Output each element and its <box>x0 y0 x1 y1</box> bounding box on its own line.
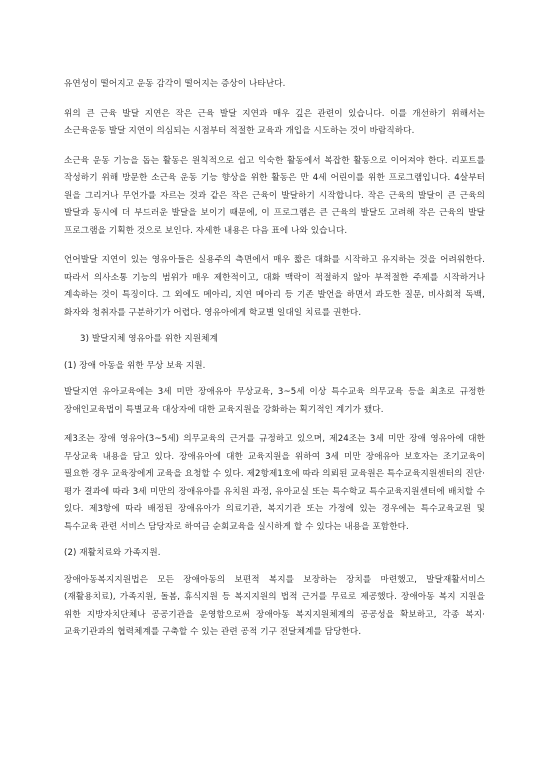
paragraph-5: 발달지연 유아교육에는 3세 미만 장애유아 무상교육, 3~5세 이상 특수교육 의무교육 등을 최초로 규정한 장애인교육법이 특별교육 대상자에 대한 교육지원을 강화하는 획기적인 계기가 됐다. <box>64 387 485 415</box>
subheading-2: (2) 재활치료와 가족지원. <box>64 548 161 558</box>
paragraph-1: 유연성이 떨어지고 운동 감각이 떨어지는 증상이 나타난다. <box>64 79 286 89</box>
subheading-1: (1) 장애 아동을 위한 무상 보육 지원. <box>64 360 206 371</box>
paragraph-7: 장애아동복지지원법은 모든 장애아동의 보편적 복지를 보장하는 장치를 마련했고, 발달재활서비스(재활용치료), 가족지원, 돌봄, 휴식지원 등 복지지원의 법적 근거를 무료로 제공했다. 장애아동 복지 지원을 위한 지방자치단체나 공공기관을 운영함으로써 장애아동 복지지원체계의 공공성을 확보하고, 각종 복지·교육기관과의 협력체계를 구축할 수 있는 관련 공적 기구 전달체계를 담당한다. <box>64 574 485 637</box>
paragraph-3: 소근육 운동 기능을 돕는 활동은 원칙적으로 쉽고 익숙한 활동에서 복잡한 활동으로 이어져야 한다. 리포트를 작성하기 위해 방문한 소근육 운동 기능 향상을 위한 활동은 만 4세 어린이를 위한 프로그램입니다. 4살부터 원을 그리거나 무언가를 자르는 것과 같은 작은 근육이 발달하기 시작합니다. 작은 근육의 발달이 큰 근육의 발달과 동시에 더 부드러운 발달을 보이기 때문에, 이 프로그램은 큰 근육의 발달도 고려해 작은 근육의 발달 프로그램을 기획한 것으로 보인다. 자세한 내용은 다음 표에 나와 있습니다. <box>64 155 485 236</box>
section-heading-3: 3) 발달지체 영유아를 위한 지원체계 <box>80 334 218 344</box>
paragraph-4: 언어발달 지연이 있는 영유아들은 실용주의 측면에서 매우 짧은 대화를 시작하고 유지하는 것을 어려워한다. 따라서 의사소통 기능의 범위가 매우 제한적이고, 대화 맥락이 적절하지 않아 부적절한 주제를 시작하거나 계속하는 것이 특징이다. 그 외에도 메아리, 지연 메아리 등 기존 발언을 하면서 과도한 질문, 비사회적 독백, 화자와 청취자를 구분하기가 어렵다. 영유아에게 학교별 일대일 치료를 권한다. <box>64 255 485 318</box>
document-page <box>64 76 485 642</box>
paragraph-2: 위의 큰 근육 발달 지연은 작은 근육 발달 지연과 매우 깊은 관련이 있습니다. 이를 개선하기 위해서는 소근육운동 발달 지연이 의심되는 시점부터 적절한 교육과 개입을 시도하는 것이 바람직하다. <box>64 108 485 136</box>
paragraph-6: 제3조는 장애 영유아(3~5세) 의무교육의 근거를 규정하고 있으며, 제24조는 3세 미만 장애 영유아에 대한 무상교육 내용을 담고 있다. 장애유아에 대한 교육지원을 위하여 3세 미만 장애유아 보호자는 조기교육이 필요한 경우 교육장에게 교육을 요청할 수 있다. 제2항제1호에 따라 의뢰된 교육원은 특수교육지원센터의 진단·평가 결과에 따라 3세 미만의 장애유아를 유치원 과정, 유아교실 또는 특수학교 특수교육지원센터에 배치할 수 있다. 제3항에 따라 배정된 장애유아가 의료기관, 복지기관 또는 가정에 있는 경우에는 특수교육교원 및 특수교육 관련 서비스 담당자로 하여금 순회교육을 실시하게 할 수 있다는 내용을 포함한다. <box>64 434 485 532</box>
